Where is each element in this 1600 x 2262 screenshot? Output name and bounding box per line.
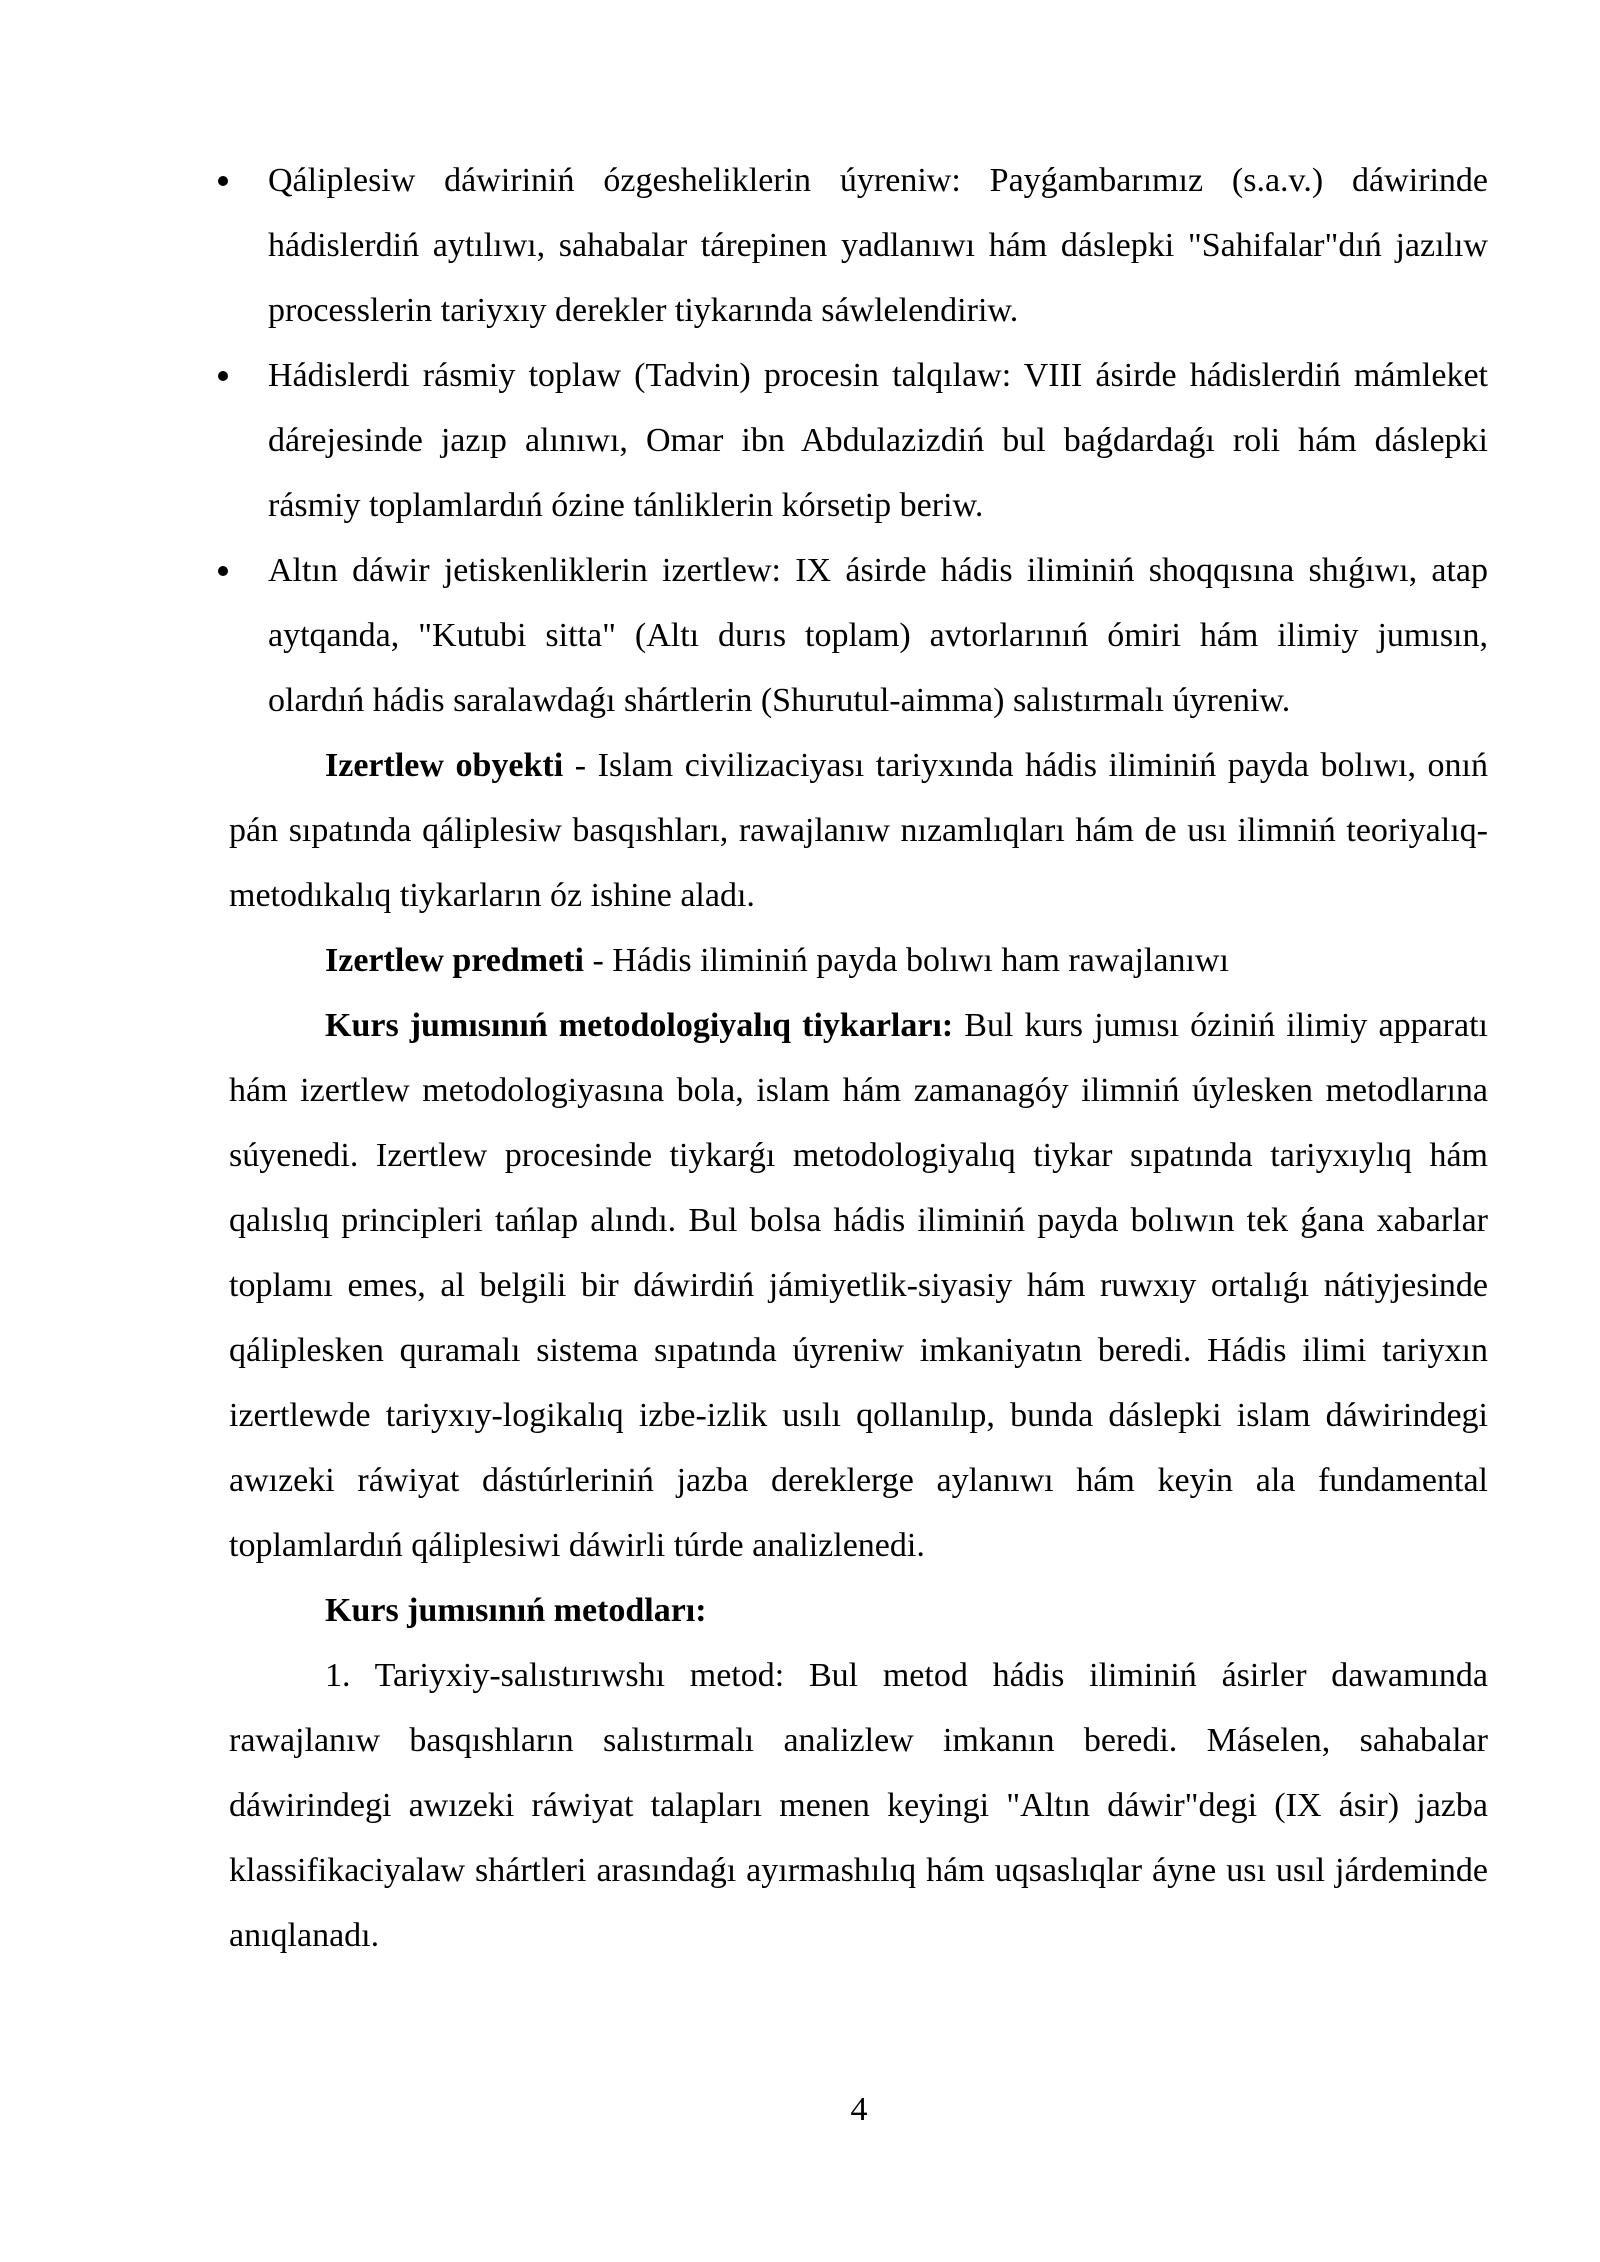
page-number: 4 (850, 2091, 868, 2128)
research-subject-label: Izertlew predmeti (325, 942, 584, 979)
list-item (229, 343, 1488, 538)
methodology-paragraph (229, 993, 1488, 1578)
list-item (229, 538, 1488, 733)
methodology-label: Kurs jumısınıń metodologiyalıq tiykarları: (325, 1007, 954, 1044)
list-item-text: Altın dáwir jetiskenliklerin izertlew: IX ásirde hádis iliminiń shoqqısına shıǵıwı, atap aytqanda, "Kutubi sitta" (Altı durıs toplam) avtorlarınıń ómiri hám ilimiy jumısın, olardıń hádis saralawdaǵı shártlerin (Shurutul-aimma) salıstırmalı úyreniw. (268, 552, 1488, 719)
list-item-text: Hádislerdi rásmiy toplaw (Tadvin) procesin talqılaw: VIII ásirde hádislerdiń mámleket dárejesinde jazıp alınıwı, Omar ibn Abdulazizdiń bul baǵdardaǵı roli hám dáslepki rásmiy toplamlardıń ózine tánliklerin kórsetip beriw. (268, 357, 1488, 524)
bullet-icon (218, 176, 228, 186)
research-subject-text: - Hádis iliminiń payda bolıwı ham rawajlanıwı (583, 942, 1229, 979)
method-item-text: 1. Tariyxiy-salıstırıwshı metod: Bul metod hádis iliminiń ásirler dawamında rawajlanıw basqıshların salıstırmalı analizlew imkanın beredi. Máselen, sahabalar dáwirindegi awızeki ráwiyat talapları menen keyingi "Altın dáwir"degi (IX ásir) jazba klassifikaciyalaw shártleri arasındaǵı ayırmashılıq hám uqsaslıqlar áyne usı usıl járdeminde anıqlanadı. (229, 1657, 1488, 1954)
method-item-paragraph (229, 1643, 1488, 1968)
bullet-icon (218, 566, 228, 576)
research-object-text: - Islam civilizaciyası tariyxında hádis iliminiń payda bolıwı, onıń pán sıpatında qáliplesiw basqıshları, rawajlanıw nızamlıqları hám de usı ilimniń teoriyalıq-metodıkalıq tiykarların óz ishine aladı. (229, 747, 1488, 914)
research-object-paragraph (229, 733, 1488, 928)
research-subject-paragraph (229, 928, 1488, 993)
goals-list (229, 148, 1488, 733)
research-object-label: Izertlew obyekti (325, 747, 564, 784)
list-item-text: Qáliplesiw dáwiriniń ózgesheliklerin úyreniw: Payǵambarımız (s.a.v.) dáwirinde hádislerdiń aytılıwı, sahabalar tárepinen yadlanıwı hám dáslepki "Sahifalar"dıń jazılıw processlerin tariyxıy derekler tiykarında sáwlelendiriw. (268, 162, 1488, 329)
methods-heading-paragraph (229, 1578, 1488, 1643)
methods-heading: Kurs jumısınıń metodları: (325, 1592, 707, 1629)
methodology-text: Bul kurs jumısı óziniń ilimiy apparatı hám izertlew metodologiyasına bola, islam hám zamanagóy ilimniń úylesken metodlarına súyenedi. Izertlew procesinde tiykarǵı metodologiyalıq tiykar sıpatında tariyxıylıq hám qalıslıq principleri tańlap alındı. Bul bolsa hádis iliminiń payda bolıwın tek ǵana xabarlar toplamı emes, al belgili bir dáwirdiń jámiyetlik-siyasiy hám ruwxıy ortalıǵı nátiyjesinde qáliplesken quramalı sistema sıpatında úyreniw imkaniyatın beredi. Hádis ilimi tariyxın izertlewde tariyxıy-logikalıq izbe-izlik usılı qollanılıp, bunda dáslepki islam dáwirindegi awızeki ráwiyat dástúrleriniń jazba dereklerge aylanıwı hám keyin ala fundamental toplamlardıń qáliplesiwi dáwirli túrde analizlenedi. (229, 1007, 1488, 1564)
list-item (229, 148, 1488, 343)
bullet-icon (218, 371, 228, 381)
page-content (229, 148, 1488, 1968)
